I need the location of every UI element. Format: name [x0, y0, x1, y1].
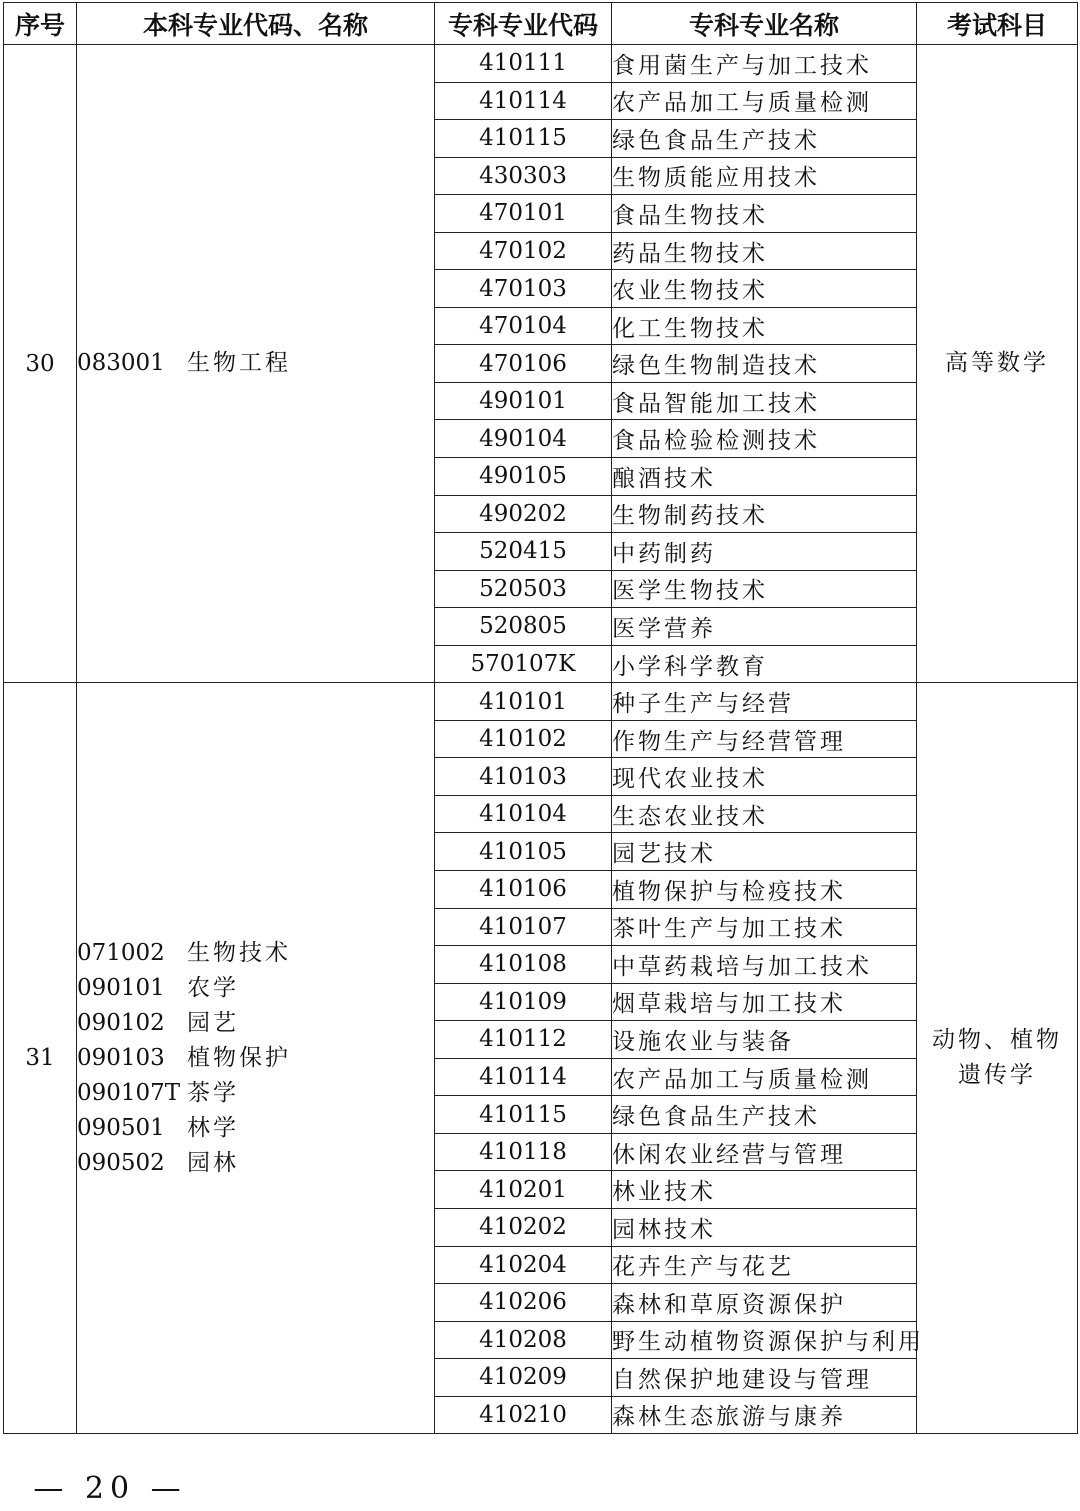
college-name-cell: 林业技术 [612, 1171, 917, 1209]
college-code-cell: 570107K [435, 645, 612, 683]
college-code-cell: 490101 [435, 382, 612, 420]
college-name-cell: 农产品加工与质量检测 [612, 1058, 917, 1096]
college-name-cell: 休闲农业经营与管理 [612, 1133, 917, 1171]
college-code-cell: 410112 [435, 1021, 612, 1059]
college-name-cell: 设施农业与装备 [612, 1021, 917, 1059]
undergrad-major [77, 1076, 434, 1111]
college-name-cell: 绿色生物制造技术 [612, 345, 917, 383]
college-name-cell: 绿色食品生产技术 [612, 120, 917, 158]
college-name-cell: 园艺技术 [612, 833, 917, 871]
undergrad-code: 090101 [77, 974, 165, 1001]
header-row [4, 3, 1078, 45]
college-code-cell: 410210 [435, 1396, 612, 1434]
college-code-cell: 410201 [435, 1171, 612, 1209]
college-name-cell: 生物质能应用技术 [612, 157, 917, 195]
college-name-cell: 生物制药技术 [612, 495, 917, 533]
undergrad-name: 茶学 [187, 1079, 239, 1106]
undergrad-major [77, 936, 434, 971]
college-name-cell: 种子生产与经营 [612, 683, 917, 721]
exam-subject: 高等数学 [945, 350, 1049, 377]
header-subject: 考试科目 [917, 3, 1078, 45]
college-name-cell: 中药制药 [612, 533, 917, 571]
undergrad-code: 090501 [77, 1114, 165, 1141]
college-code-cell: 470102 [435, 232, 612, 270]
college-name-cell: 药品生物技术 [612, 232, 917, 270]
college-code-cell: 470101 [435, 195, 612, 233]
college-name-cell: 植物保护与检疫技术 [612, 871, 917, 909]
college-name-cell: 森林和草原资源保护 [612, 1284, 917, 1322]
header-code: 专科专业代码 [435, 3, 612, 45]
college-code-cell: 410114 [435, 1058, 612, 1096]
undergrad-name: 林学 [187, 1114, 239, 1141]
college-code-cell: 520503 [435, 570, 612, 608]
college-name-cell: 医学生物技术 [612, 570, 917, 608]
header-name: 专科专业名称 [612, 3, 917, 45]
undergrad-name: 园艺 [187, 1009, 239, 1036]
undergrad-major [77, 1111, 434, 1146]
college-name-cell: 生态农业技术 [612, 795, 917, 833]
college-code-cell: 470106 [435, 345, 612, 383]
college-code-cell: 470104 [435, 307, 612, 345]
college-name-cell: 食品检验检测技术 [612, 420, 917, 458]
college-code-cell: 520805 [435, 608, 612, 646]
college-name-cell: 自然保护地建设与管理 [612, 1359, 917, 1397]
exam-subject: 动物、植物遗传学 [932, 1027, 1062, 1089]
exam-subject-cell [917, 683, 1078, 1434]
college-code-cell: 490202 [435, 495, 612, 533]
table-body [4, 45, 1078, 1434]
table-row [4, 45, 1078, 83]
college-name-cell: 烟草栽培与加工技术 [612, 983, 917, 1021]
undergrad-name: 生物技术 [187, 939, 291, 966]
college-name-cell: 食品智能加工技术 [612, 382, 917, 420]
undergrad-cell [77, 45, 435, 683]
undergrad-name: 园林 [187, 1149, 239, 1176]
college-code-cell: 410204 [435, 1246, 612, 1284]
table-row [4, 683, 1078, 721]
table-header [4, 3, 1078, 45]
major-table [3, 2, 1078, 1434]
seq-cell: 31 [4, 683, 77, 1434]
undergrad-cell [77, 683, 435, 1434]
college-name-cell: 森林生态旅游与康养 [612, 1396, 917, 1434]
college-code-cell: 410104 [435, 795, 612, 833]
undergrad-name: 植物保护 [187, 1044, 291, 1071]
college-code-cell: 410118 [435, 1133, 612, 1171]
undergrad-code: 090102 [77, 1009, 165, 1036]
college-code-cell: 470103 [435, 270, 612, 308]
undergrad-code: 083001 [77, 350, 165, 377]
undergrad-major [77, 346, 434, 381]
undergrad-code: 090107T [77, 1079, 181, 1106]
college-code-cell: 410103 [435, 758, 612, 796]
college-code-cell: 410102 [435, 720, 612, 758]
college-code-cell: 430303 [435, 157, 612, 195]
college-code-cell: 490104 [435, 420, 612, 458]
header-seq: 序号 [4, 3, 77, 45]
seq-cell: 30 [4, 45, 77, 683]
college-code-cell: 410114 [435, 82, 612, 120]
college-code-cell: 520415 [435, 533, 612, 571]
college-name-cell: 食品生物技术 [612, 195, 917, 233]
undergrad-name: 农学 [187, 974, 239, 1001]
undergrad-code: 071002 [77, 939, 165, 966]
college-code-cell: 490105 [435, 458, 612, 496]
college-name-cell: 食用菌生产与加工技术 [612, 45, 917, 83]
college-name-cell: 农产品加工与质量检测 [612, 82, 917, 120]
undergrad-major [77, 1006, 434, 1041]
college-code-cell: 410115 [435, 1096, 612, 1134]
college-code-cell: 410101 [435, 683, 612, 721]
college-name-cell: 酿酒技术 [612, 458, 917, 496]
college-code-cell: 410208 [435, 1321, 612, 1359]
college-code-cell: 410206 [435, 1284, 612, 1322]
college-name-cell: 作物生产与经营管理 [612, 720, 917, 758]
undergrad-major [77, 1041, 434, 1076]
college-name-cell: 现代农业技术 [612, 758, 917, 796]
undergrad-major [77, 971, 434, 1006]
college-name-cell: 花卉生产与花艺 [612, 1246, 917, 1284]
college-name-cell: 绿色食品生产技术 [612, 1096, 917, 1134]
exam-subject-cell [917, 45, 1078, 683]
college-code-cell: 410108 [435, 946, 612, 984]
college-code-cell: 410209 [435, 1359, 612, 1397]
college-code-cell: 410111 [435, 45, 612, 83]
college-name-cell: 野生动植物资源保护与利用 [612, 1321, 917, 1359]
college-name-cell: 茶叶生产与加工技术 [612, 908, 917, 946]
college-name-cell: 中草药栽培与加工技术 [612, 946, 917, 984]
college-name-cell: 农业生物技术 [612, 270, 917, 308]
college-code-cell: 410202 [435, 1208, 612, 1246]
college-name-cell: 小学科学教育 [612, 645, 917, 683]
college-code-cell: 410105 [435, 833, 612, 871]
college-code-cell: 410115 [435, 120, 612, 158]
header-undergrad: 本科专业代码、名称 [77, 3, 435, 45]
college-name-cell: 化工生物技术 [612, 307, 917, 345]
page-number: — 20 — [33, 1470, 187, 1506]
college-code-cell: 410106 [435, 871, 612, 909]
undergrad-code: 090502 [77, 1149, 165, 1176]
college-name-cell: 医学营养 [612, 608, 917, 646]
undergrad-major [77, 1146, 434, 1181]
undergrad-code: 090103 [77, 1044, 165, 1071]
college-code-cell: 410109 [435, 983, 612, 1021]
college-code-cell: 410107 [435, 908, 612, 946]
undergrad-name: 生物工程 [187, 350, 291, 377]
college-name-cell: 园林技术 [612, 1208, 917, 1246]
